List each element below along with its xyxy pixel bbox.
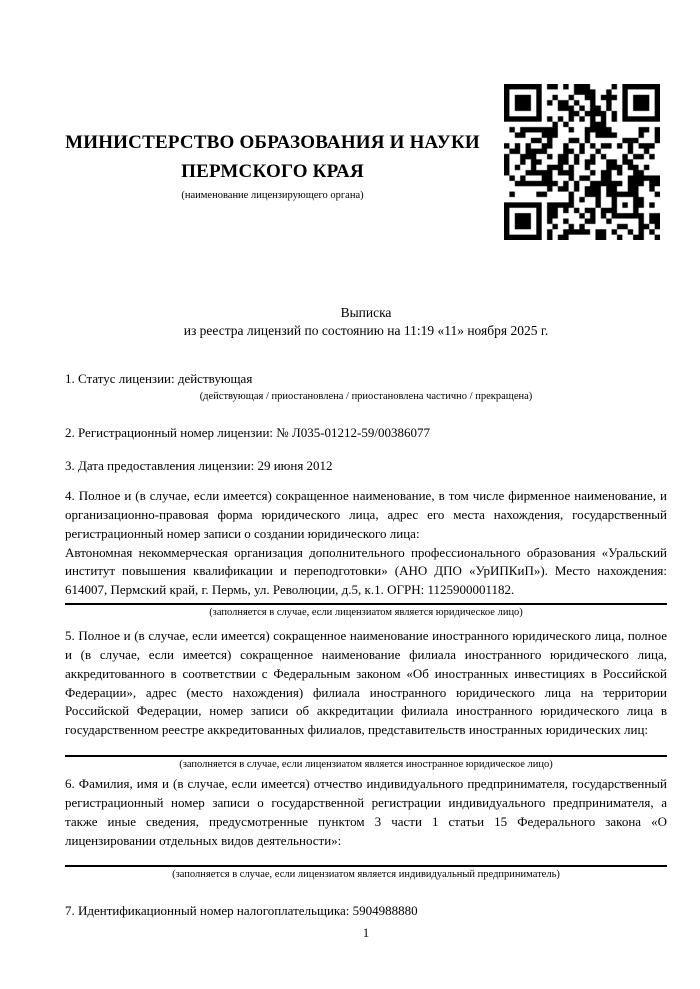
fill-in-rule — [65, 865, 667, 867]
inn-text: 7. Идентификационный номер налогоплательщика: 5904988880 — [65, 903, 418, 918]
license-date-item — [65, 457, 667, 476]
foreign-entity-question: 5. Полное и (в случае, если имеется) сокращенное наименование иностранного юридического лица, полное и (в случае, если имеется) сокращенное наименование филиала иностранного юридического лица, аккредитованного в соответствии с Федеральным законом «Об иностранных инвестициях в Российской Федерации», адрес (место нахождения) филиала иностранного юридического лица на территории Российской Федерации, номер записи об аккредитации филиала иностранного юридического лица в государственном реестре аккредитованных филиалов, представительств иностранных юридических лиц: — [65, 628, 667, 738]
foreign-entity-item — [65, 627, 667, 772]
license-reg-number-text: 2. Регистрационный номер лицензии: № Л035-01212-59/00386077 — [65, 425, 431, 440]
legal-entity-value: Автономная некоммерческая организация дополнительного профессионального образования «Уральский институт повышения квалификации и переподготовки» (АНО ДПО «УрИПКиП»). Место нахождения: 614007, Пермский край, г. Пермь, ул. Революции, д.5, к.1. ОГРН: 1125900001182. — [65, 544, 667, 598]
licensing-authority-header — [65, 128, 480, 202]
qr-code — [504, 84, 660, 240]
ministry-name-line1: МИНИСТЕРСТВО ОБРАЗОВАНИЯ И НАУКИ — [65, 132, 480, 153]
entrepreneur-question: 6. Фамилия, имя и (в случае, если имеется) отчество индивидуального предпринимателя, государственный регистрационный номер записи о государственной регистрации индивидуального предпринимателя, а также иные сведения, предусмотренные пунктом 3 части 1 статьи 15 Федерального закона «О лицензировании отдельных видов деятельности»: — [65, 776, 667, 848]
licensee-legal-entity-item — [65, 487, 667, 620]
foreign-entity-note: (заполняется в случае, если лицензиатом является иностранное юридическое лицо) — [179, 759, 553, 771]
license-status-item — [65, 370, 667, 404]
extract-title-line1: Выписка — [340, 305, 392, 320]
licensing-authority-caption: (наименование лицензирующего органа) — [181, 189, 364, 201]
license-status-note: (действующая / приостановлена / приостановлена частично / прекращена) — [199, 390, 533, 402]
fill-in-rule — [65, 755, 667, 757]
inn-item — [65, 902, 667, 921]
license-reg-number-item — [65, 424, 667, 443]
license-status-text: 1. Статус лицензии: действующая — [65, 371, 253, 386]
page-number: 1 — [362, 926, 370, 940]
extract-title — [65, 304, 667, 340]
legal-entity-question: 4. Полное и (в случае, если имеется) сокращенное наименование, в том числе фирменное наименование, и организационно-правовая форма юридического лица, адрес его места нахождения, государственный регистрационный номер записи о создании юридического лица: — [65, 488, 667, 541]
entrepreneur-note: (заполняется в случае, если лицензиатом является индивидуальный предприниматель) — [172, 869, 560, 881]
fill-in-rule — [65, 603, 667, 605]
legal-entity-note: (заполняется в случае, если лицензиатом является юридическое лицо) — [209, 607, 523, 619]
extract-title-line2: из реестра лицензий по состоянию на 11:19 «11» ноября 2025 г. — [183, 322, 549, 338]
license-date-text: 3. Дата предоставления лицензии: 29 июня 2012 — [65, 458, 333, 473]
qr-code-icon — [504, 84, 660, 240]
ministry-name-line2: ПЕРМСКОГО КРАЯ — [181, 161, 364, 183]
individual-entrepreneur-item — [65, 775, 667, 883]
